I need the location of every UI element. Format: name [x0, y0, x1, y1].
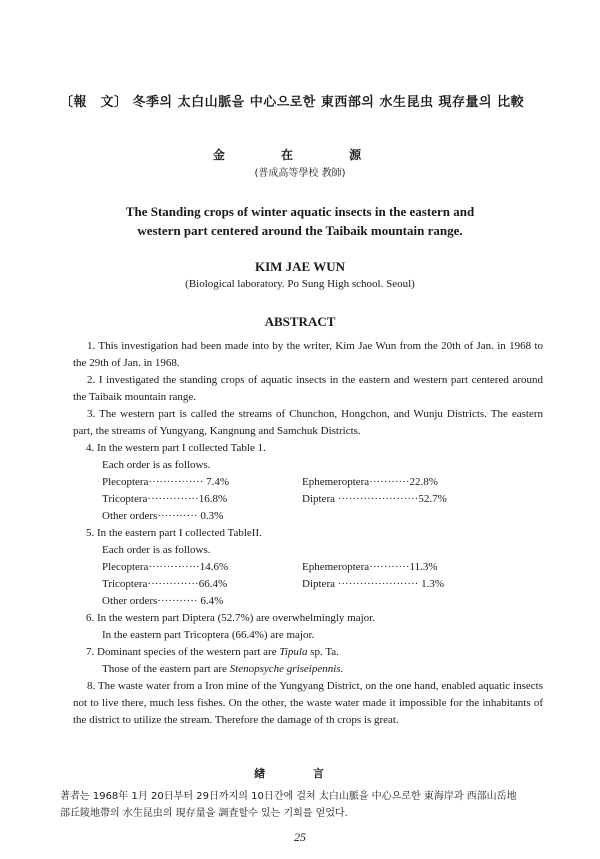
author-affiliation: (Biological laboratory. Po Sung High school. Seoul)	[185, 278, 415, 290]
abstract-paragraph-3: 3. The western part is called the streams of Chunchon, Hongchon, and Wunju Districts. The eastern part, the streams of Yungyang, Kangnung and Samchuk Districts.	[73, 408, 543, 437]
korean-affiliation: (普成高等學校 教師)	[254, 168, 346, 179]
introduction-line-2: 部丘陵地帶의 水生昆虫의 現存量을 調査할수 있는 기회를 얻었다.	[60, 808, 348, 819]
table2-cell: Plecoptera··············14.6%	[102, 561, 229, 573]
abstract-item-6b: In the eastern part Tricoptera (66.4%) are major.	[102, 629, 315, 641]
table2-cell: Diptera ······················ 1.3%	[302, 578, 444, 590]
table2-cell: Other orders··········· 6.4%	[102, 595, 224, 607]
abstract-paragraph-2: 2. I investigated the standing crops of aquatic insects in the eastern and western part centered around the Taibaik mountain range.	[73, 374, 543, 403]
abstract-item-5-intro: 5. In the eastern part I collected TableII.	[86, 527, 262, 539]
table1-cell: Tricoptera··············16.8%	[102, 493, 228, 505]
english-title	[60, 202, 540, 240]
table1-cell: Ephemeroptera···········22.8%	[302, 476, 438, 488]
table1-cell: Other orders··········· 0.3%	[102, 510, 224, 522]
table1-row	[73, 474, 543, 491]
table2-row	[73, 559, 543, 576]
abstract-paragraph-1: 1. This investigation had been made into by the writer, Kim Jae Wun from the 20th of Jan. in 1968 to the 29th of Jan. in 1968.	[73, 340, 543, 369]
table1-cell: Diptera ······················52.7%	[302, 493, 447, 505]
abstract-item-7a	[73, 644, 543, 661]
species-name: Tipula	[279, 646, 308, 658]
table1-row	[73, 508, 543, 525]
english-title-line-2: western part centered around the Taibaik mountain range.	[137, 223, 463, 238]
abstract-item-4-intro: 4. In the western part I collected Table 1.	[86, 442, 266, 454]
abstract-item-7b-text: Those of the eastern part are	[102, 663, 230, 675]
korean-author: 金 在 源	[212, 148, 388, 162]
introduction-line-1: 著者는 1968年 1月 20日부터 29日까지의 10日간에 걸쳐 太白山脈을 中心으로한 東海岸과 西部山岳地	[60, 791, 517, 802]
abstract-item-7a-suffix: sp. Ta.	[307, 646, 339, 658]
abstract-item-5-sub: Each order is as follows.	[102, 544, 211, 556]
abstract-paragraph-8: 8. The waste water from a Iron mine of the Yungyang District, on the one hand, enabled aquatic insects not to live there, much less fishes. On the other, the waste water made it impossible for the inhabitants of the district to utilize the stream. Therefore the damage of th crops is great.	[73, 680, 543, 726]
table1-row	[73, 491, 543, 508]
author-name: KIM JAE WUN	[254, 259, 346, 274]
abstract-body	[73, 338, 543, 729]
korean-title: 〔報 文〕 冬季의 太白山脈을 中心으로한 東西部의 水生昆虫 現存量의 比較	[60, 95, 525, 110]
table2-row	[73, 593, 543, 610]
table2-row	[73, 576, 543, 593]
page-number: 25	[294, 830, 306, 844]
table2-cell: Ephemeroptera···········11.3%	[302, 561, 438, 573]
abstract-item-7a-text: 7. Dominant species of the western part are	[86, 646, 280, 658]
introduction-body	[60, 788, 560, 822]
abstract-item-6a: 6. In the western part Diptera (52.7%) are overwhelmingly major.	[86, 612, 375, 624]
abstract-heading: ABSTRACT	[264, 314, 336, 329]
table2-cell: Tricoptera··············66.4%	[102, 578, 228, 590]
introduction-heading: 緖 言	[254, 767, 346, 780]
table1-cell: Plecoptera··············· 7.4%	[102, 476, 230, 488]
english-title-line-1: The Standing crops of winter aquatic insects in the eastern and	[125, 204, 475, 219]
abstract-item-7b	[73, 661, 543, 678]
abstract-item-4-sub: Each order is as follows.	[102, 459, 211, 471]
species-name: Stenopsyche griseipennis.	[229, 663, 344, 675]
